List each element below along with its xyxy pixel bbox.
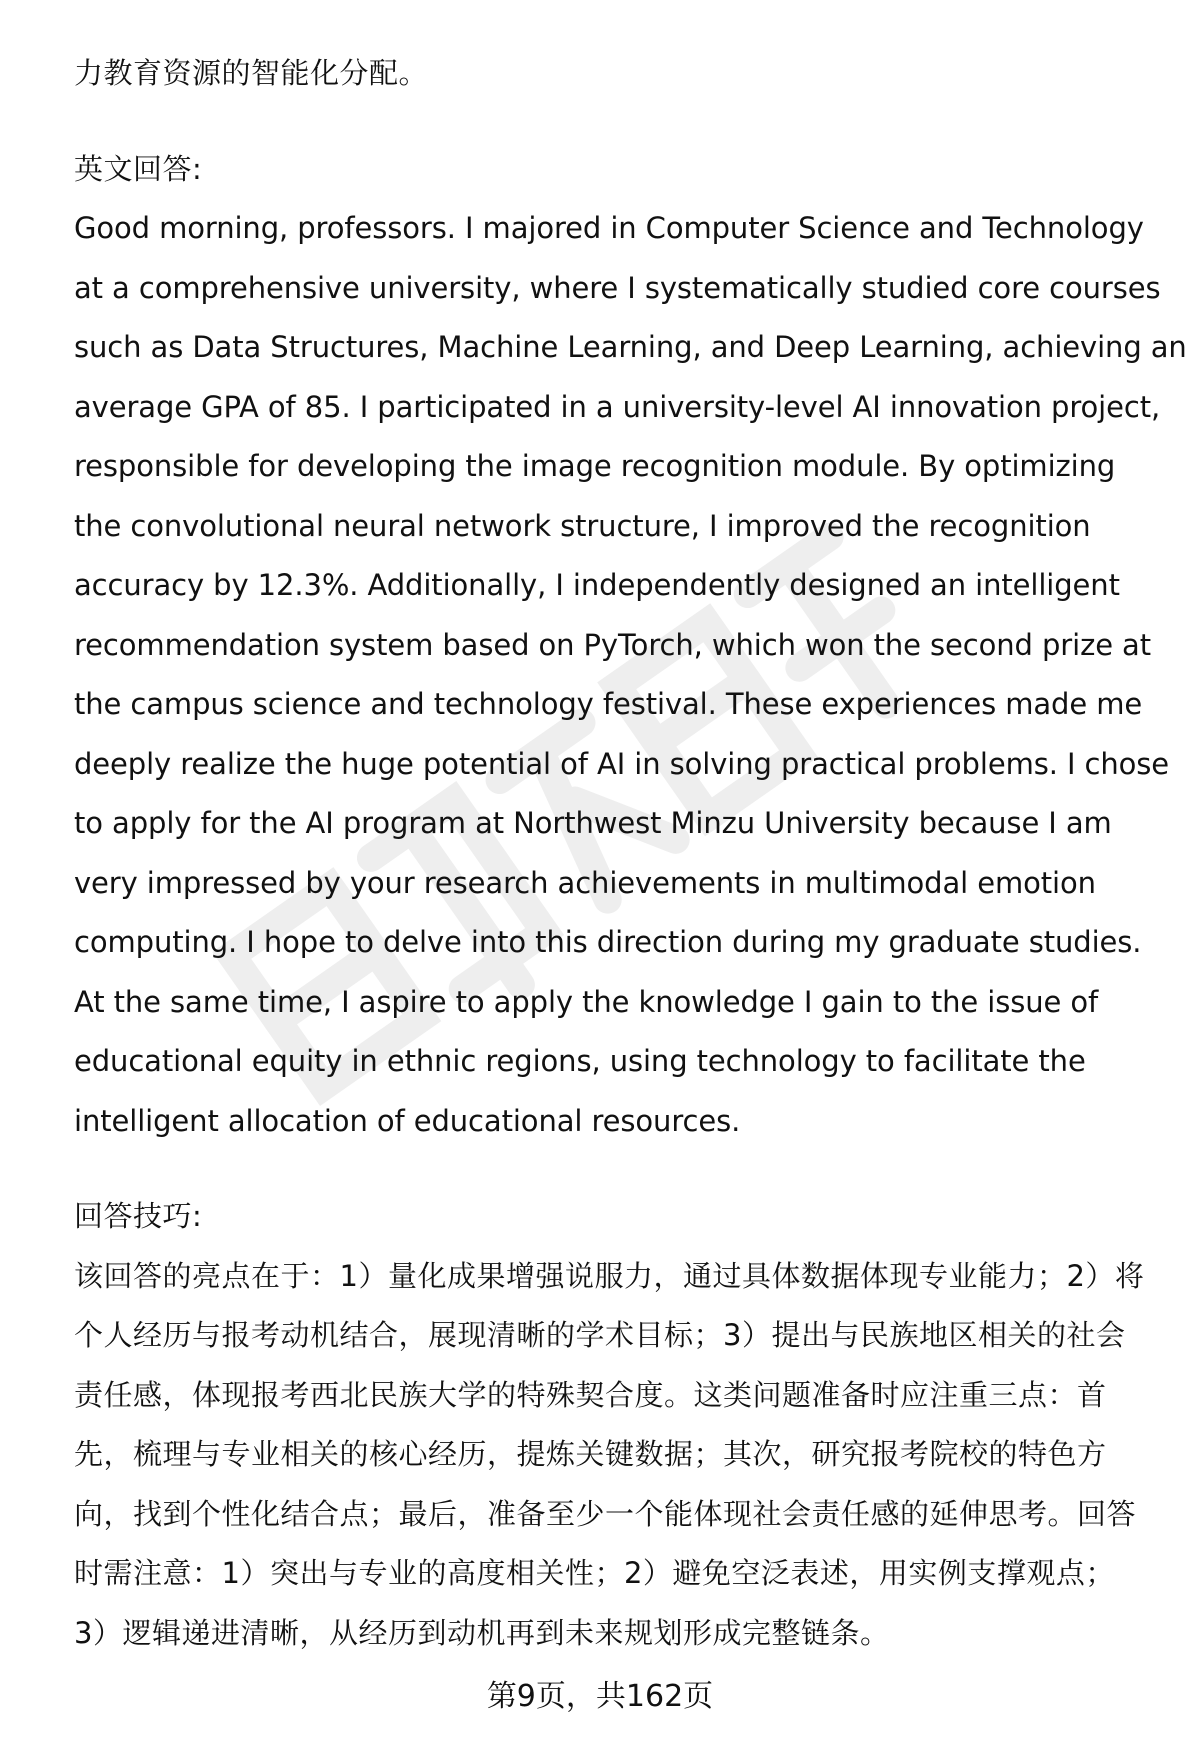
- answer-tips-line: 个人经历与报考动机结合，展现清晰的学术目标；3）提出与民族地区相关的社会: [74, 1318, 1126, 1352]
- english-answer-line: deeply realize the huge potential of AI in solving practical problems. I chose: [74, 746, 1170, 781]
- english-answer-line: accuracy by 12.3%. Additionally, I independently designed an intelligent: [74, 568, 1120, 602]
- answer-tips-line: 责任感，体现报考西北民族大学的特殊契合度。这类问题准备时应注重三点：首: [74, 1377, 1107, 1412]
- answer-tips-section: [74, 1187, 1164, 1663]
- english-answer-line: Good morning, professors. I majored in Computer Science and Technology: [74, 211, 1144, 245]
- english-answer-line: average GPA of 85. I participated in a university-level AI innovation project,: [74, 389, 1161, 424]
- answer-tips-line: 该回答的亮点在于：1）量化成果增强说服力，通过具体数据体现专业能力；2）将: [74, 1258, 1145, 1293]
- english-answer-line: At the same time, I aspire to apply the knowledge I gain to the issue of: [74, 984, 1099, 1019]
- english-answer-section: [74, 140, 1187, 1152]
- answer-tips-line: 先，梳理与专业相关的核心经历，提炼关键数据；其次，研究报考院校的特色方: [74, 1437, 1107, 1471]
- english-answer-line: at a comprehensive university, where I systematically studied core courses: [74, 270, 1161, 305]
- english-answer-heading: 英文回答:: [74, 151, 203, 186]
- english-answer-line: the campus science and technology festival. These experiences made me: [74, 687, 1143, 721]
- english-answer-line: the convolutional neural network structure, I improved the recognition: [74, 508, 1091, 543]
- english-answer-line: educational equity in ethnic regions, using technology to facilitate the: [74, 1044, 1086, 1078]
- english-answer-line: recommendation system based on PyTorch, which won the second prize at: [74, 627, 1151, 662]
- english-answer-line: computing. I hope to delve into this direction during my graduate studies.: [74, 925, 1142, 959]
- english-answer-line: intelligent allocation of educational resources.: [74, 1103, 741, 1138]
- english-answer-line: such as Data Structures, Machine Learning, and Deep Learning, achieving an: [74, 330, 1187, 364]
- english-answer-line: responsible for developing the image recognition module. By optimizing: [74, 449, 1116, 483]
- lead-line: 力教育资源的智能化分配。: [74, 56, 429, 90]
- document-page: [74, 44, 1187, 1663]
- answer-tips-heading: 回答技巧:: [74, 1199, 203, 1233]
- english-answer-line: very impressed by your research achievements in multimodal emotion: [74, 865, 1096, 900]
- page-number-footer: 第9页，共162页: [486, 1679, 714, 1714]
- english-answer-line: to apply for the AI program at Northwest Minzu University because I am: [74, 806, 1112, 840]
- answer-tips-line: 3）逻辑递进清晰，从经历到动机再到未来规划形成完整链条。: [74, 1615, 890, 1650]
- answer-tips-line: 时需注意：1）突出与专业的高度相关性；2）避免空泛表述，用实例支撑观点；: [74, 1556, 1115, 1590]
- answer-tips-line: 向，找到个性化结合点；最后，准备至少一个能体现社会责任感的延伸思考。回答: [74, 1496, 1137, 1531]
